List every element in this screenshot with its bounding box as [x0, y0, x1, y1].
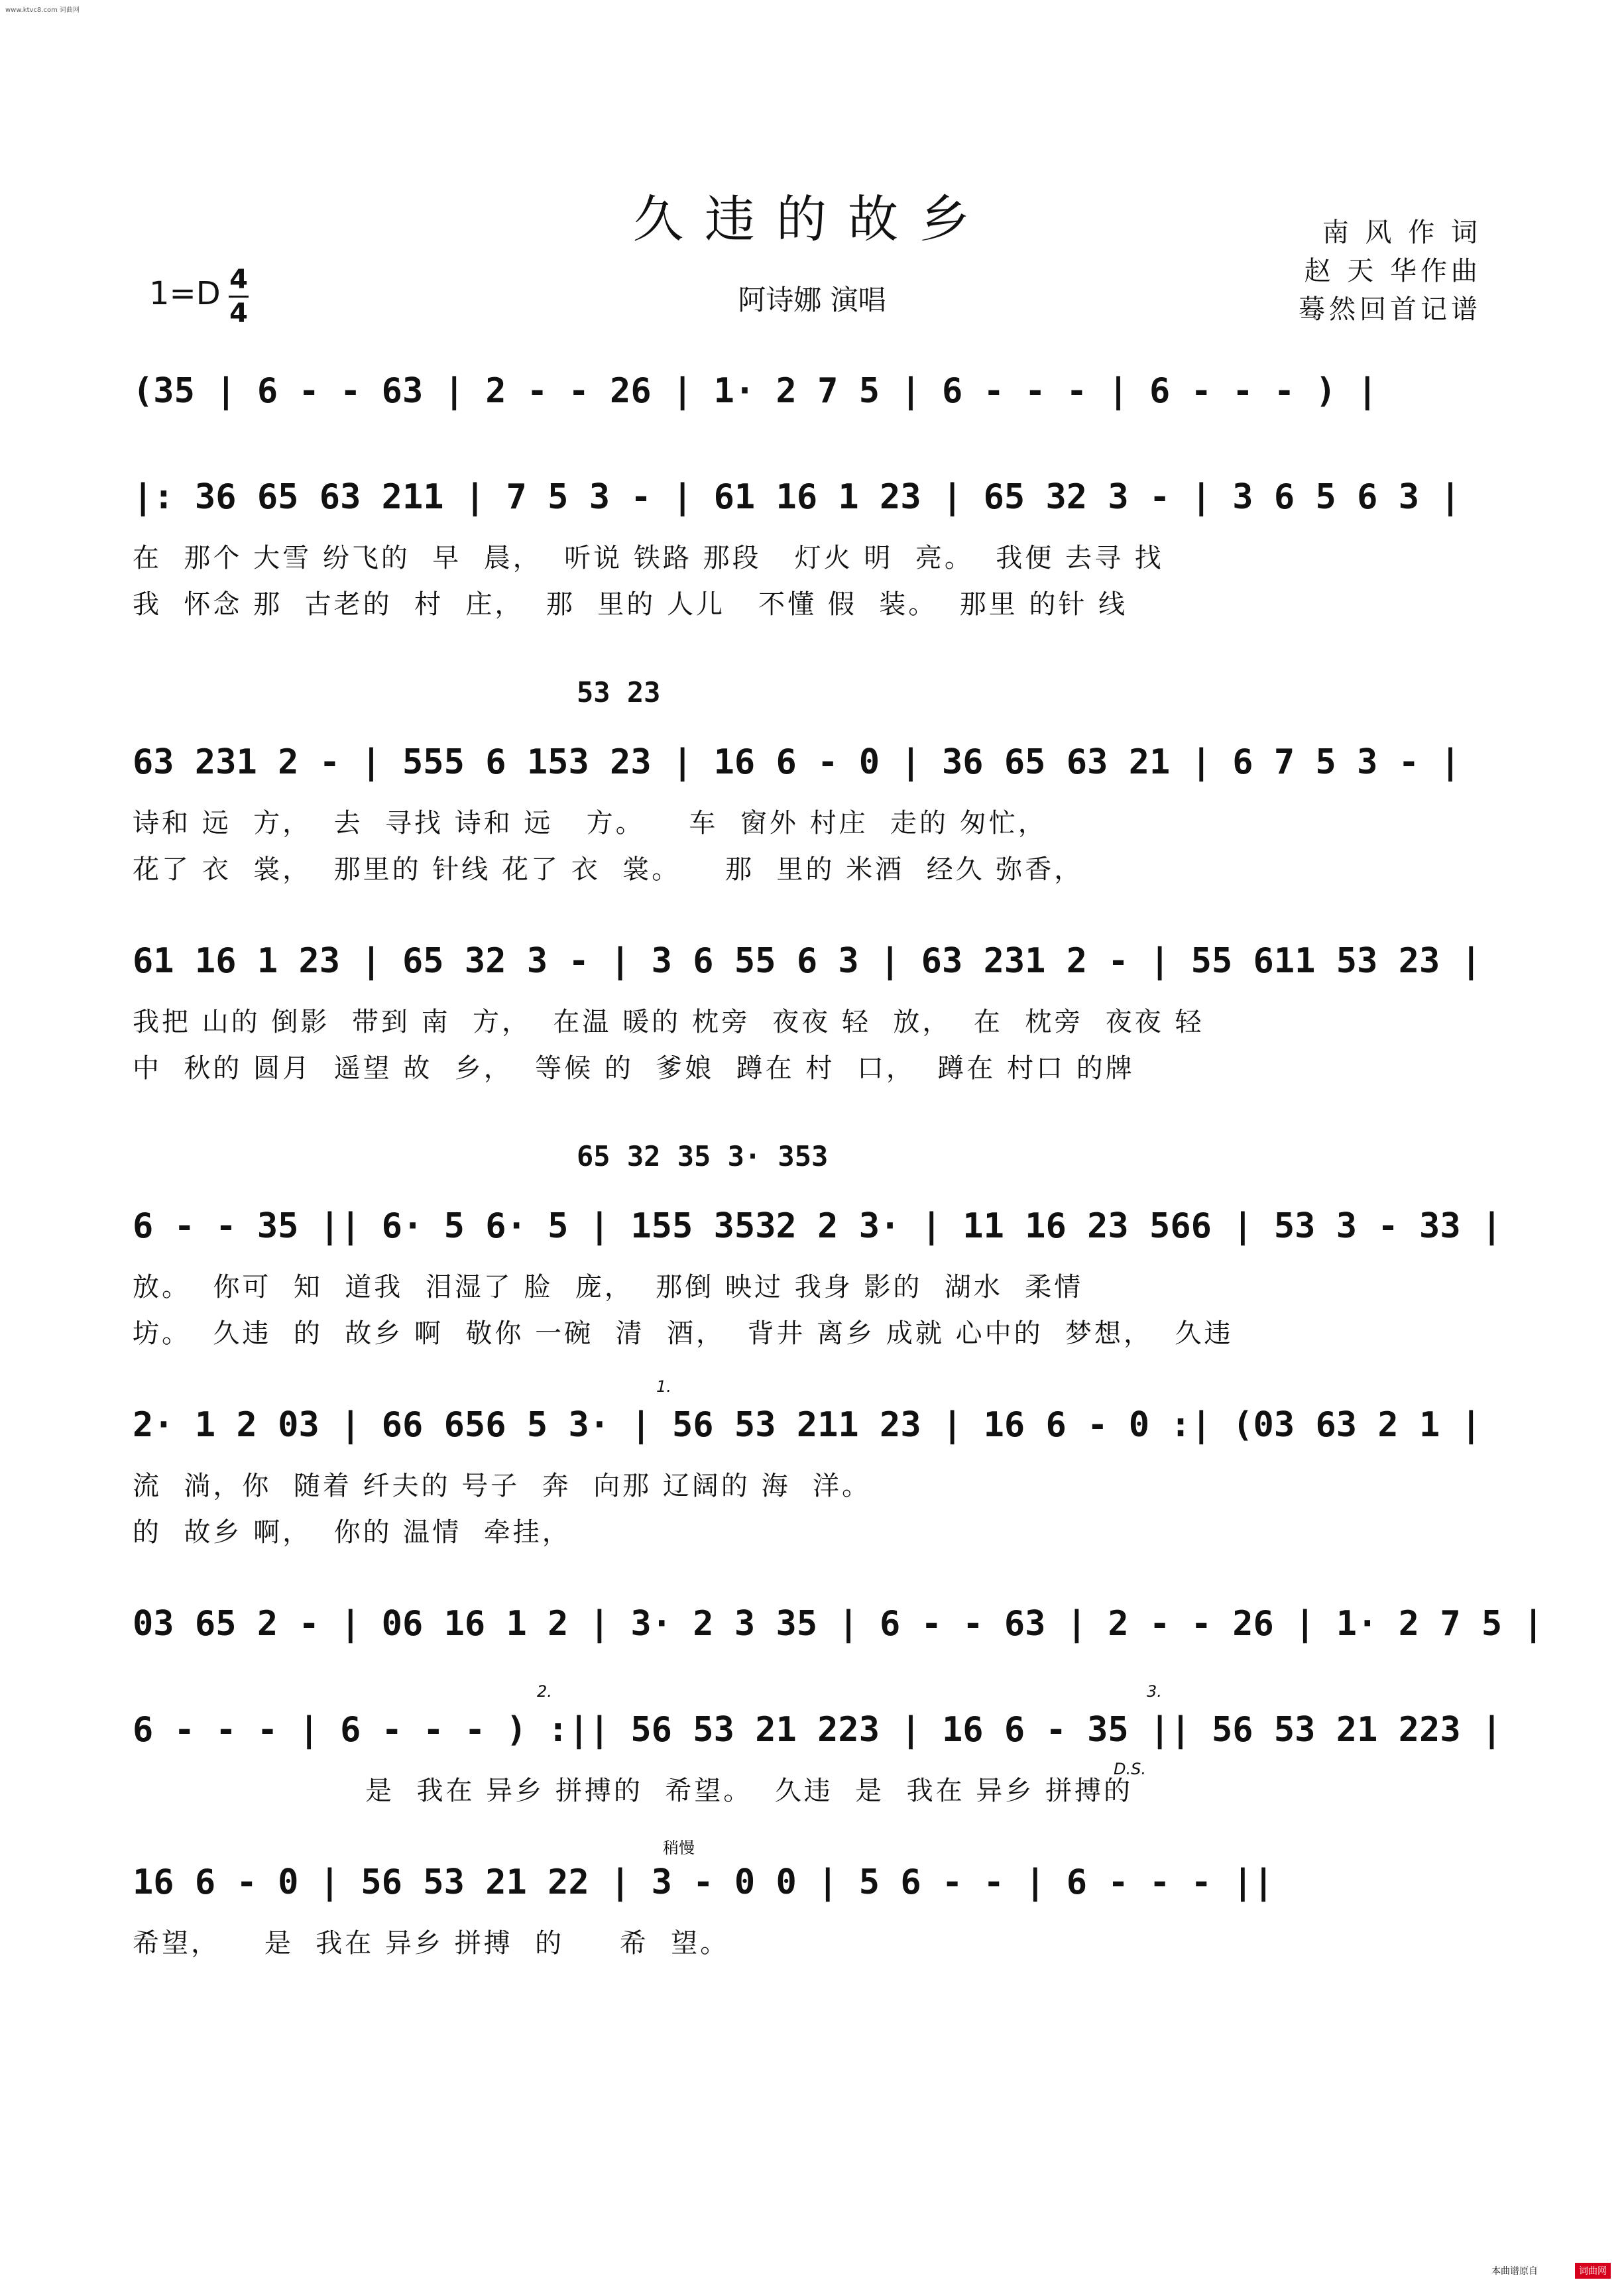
right-watermark-strip — [1612, 27, 1621, 2257]
lyric-verse-1: 希望， 是 我在 异乡 拼搏 的 希 望。 — [133, 1928, 730, 1959]
tempo-mark: 稍慢 — [663, 1839, 695, 1857]
score-row-1 — [133, 464, 1491, 636]
volta-2-mark: 2. — [537, 1682, 552, 1701]
score-row-5 — [133, 1377, 1491, 1564]
score-row-8 — [133, 1839, 1491, 2022]
score-row-7 — [133, 1682, 1503, 1869]
score-row-2 — [133, 676, 1491, 901]
notation-line: 6 - - 35 || 6· 5 6· 5 | 155 3532 2 3· | 11 16 23 566 | 53 3 - 33 | — [133, 1206, 1503, 1246]
grace-notes: 53 23 — [577, 676, 661, 709]
lyric-verse-1: 放。 你可 知 道我 泪湿了 脸 庞， 那倒 映过 我身 影的 湖水 柔情 — [133, 1272, 1084, 1302]
page-title: 久违的故乡 — [633, 190, 991, 249]
volta-3-mark: 3. — [1147, 1682, 1162, 1701]
site-tag: www.ktvc8.com 词曲网 — [5, 7, 80, 14]
lyric-verse-1: 流 淌，你 随着 纤夫的 号子 奔 向那 辽阔的 海 洋。 — [133, 1471, 872, 1501]
lyric-verse-2: 的 故乡 啊， 你的 温情 牵挂， — [133, 1517, 571, 1548]
singer-credit: 阿诗娜 演唱 — [738, 284, 886, 316]
footer-logo: 词曲网 — [1575, 2263, 1611, 2279]
grace-notes: 65 32 35 3· 353 — [577, 1140, 829, 1172]
left-watermark-strip — [3, 27, 12, 2257]
dal-segno-mark: D.S. — [1114, 1760, 1146, 1778]
notation-line: 2· 1 2 03 | 66 656 5 3· | 56 53 211 23 | 16 6 - 0 :| (03 63 2 1 | — [133, 1405, 1481, 1445]
notation-line: 6 - - - | 6 - - - ) :|| 56 53 21 223 | 16 6 - 35 || 56 53 21 223 | — [133, 1710, 1503, 1750]
lyric-verse-2: 中 秋的 圆月 遥望 故 乡， 等候 的 爹娘 蹲在 村 口， 蹲在 村口 的牌 — [133, 1053, 1135, 1084]
time-signature-bottom: 4 — [229, 298, 248, 329]
score-row-3 — [133, 928, 1491, 1100]
time-signature-top: 4 — [229, 264, 248, 295]
notation-line: |: 36 65 63 211 | 7 5 3 - | 61 16 1 23 | 65 32 3 - | 3 6 5 6 3 | — [133, 477, 1461, 517]
key-signature: 1=D — [149, 275, 221, 312]
lyric-verse-2: 花了 衣 裳， 那里的 针线 花了 衣 裳。 那 里的 米酒 经久 弥香， — [133, 854, 1084, 885]
lyric-verse-1: 诗和 远 方， 去 寻找 诗和 远 方。 车 窗外 村庄 走的 匆忙， — [133, 808, 1047, 838]
lyricist-credit: 南 风 作 词 — [1322, 217, 1481, 248]
lyric-verse-1: 我把 山的 倒影 带到 南 方， 在温 暖的 枕旁 夜夜 轻 放， 在 枕旁 夜夜 轻 — [133, 1007, 1204, 1037]
notation-line: 61 16 1 23 | 65 32 3 - | 3 6 55 6 3 | 63 231 2 - | 55 611 53 23 | — [133, 941, 1481, 981]
notation-line: 03 65 2 - | 06 16 1 2 | 3· 2 3 35 | 6 - - 63 | 2 - - 26 | 1· 2 7 5 | — [133, 1604, 1544, 1644]
score-row-4 — [133, 1140, 1503, 1365]
notation-line: (35 | 6 - - 63 | 2 - - 26 | 1· 2 7 5 | 6 - - - | 6 - - - ) | — [133, 371, 1378, 411]
footer-source-text: 本曲谱原自 — [1491, 2266, 1538, 2277]
lyric-verse-2: 坊。 久违 的 故乡 啊 敬你 一碗 清 酒， 背井 离乡 成就 心中的 梦想， 久违 — [133, 1318, 1234, 1349]
transcriber-credit: 蓦然回首记谱 — [1299, 294, 1481, 325]
composer-credit: 赵 天 华作曲 — [1304, 256, 1481, 286]
lyric-verse-2: 我 怀念 那 古老的 村 庄， 那 里的 人儿 不懂 假 装。 那里 的针 线 — [133, 589, 1128, 620]
lyric-verse-1: 是 我在 异乡 拼搏的 希望。 久违 是 我在 异乡 拼搏的 — [133, 1776, 1133, 1806]
notation-line: 63 231 2 - | 555 6 153 23 | 16 6 - 0 | 36 65 63 21 | 6 7 5 3 - | — [133, 742, 1461, 782]
lyric-verse-1: 在 那个 大雪 纷飞的 早 晨， 听说 铁路 那段 灯火 明 亮。 我便 去寻 找 — [133, 543, 1164, 573]
volta-1-mark: 1. — [656, 1377, 671, 1396]
notation-line: 16 6 - 0 | 56 53 21 22 | 3 - 0 0 | 5 6 - - | 6 - - - || — [133, 1862, 1274, 1902]
